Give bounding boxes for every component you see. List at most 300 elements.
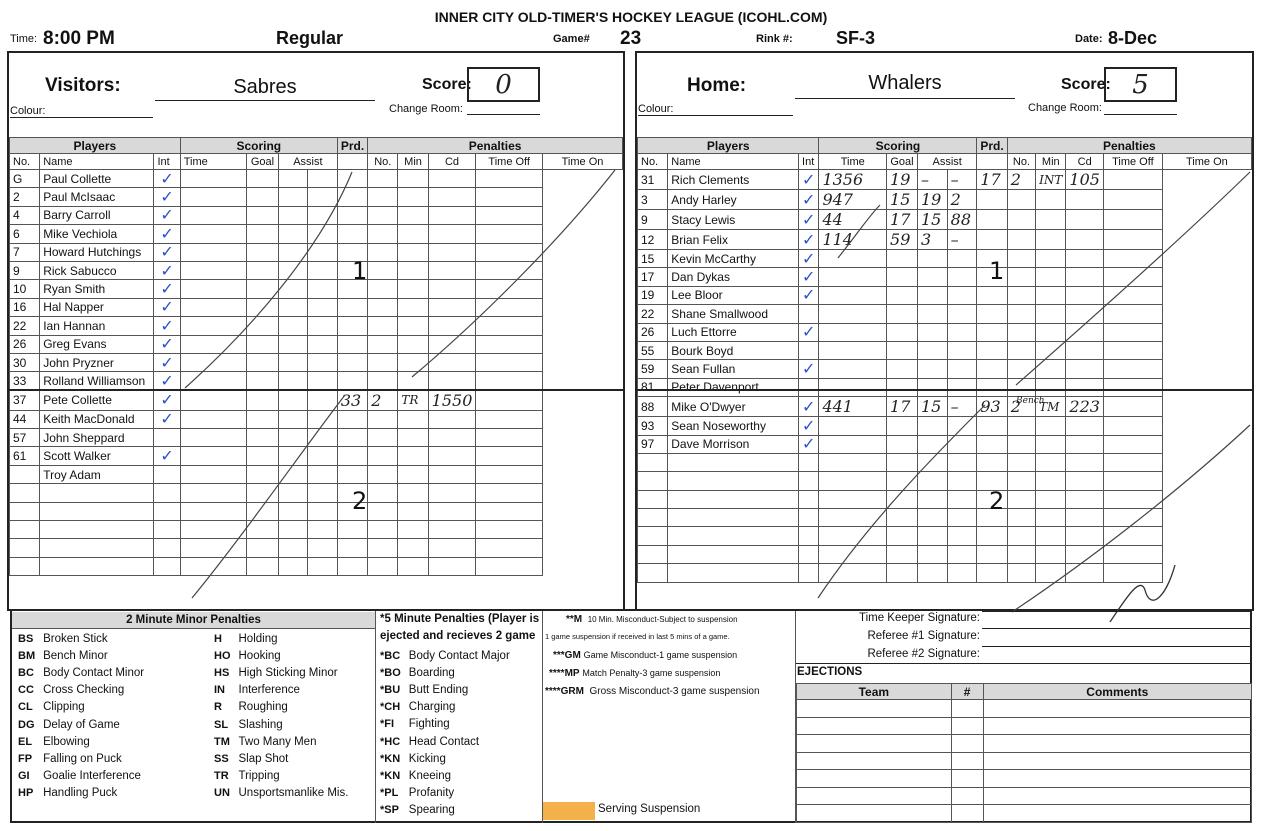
score-assist-1[interactable] xyxy=(278,465,308,483)
player-name[interactable] xyxy=(40,484,154,502)
score-assist-2[interactable] xyxy=(947,490,977,508)
score-goal[interactable] xyxy=(887,527,918,545)
penalty-minutes[interactable] xyxy=(1007,230,1035,250)
score-assist-1[interactable] xyxy=(917,378,947,396)
score-goal[interactable] xyxy=(887,472,918,490)
player-number[interactable]: 26 xyxy=(638,323,668,341)
score-assist-1[interactable] xyxy=(278,502,308,520)
score-assist-1[interactable] xyxy=(917,323,947,341)
player-number[interactable] xyxy=(10,539,40,557)
score-assist-2[interactable] xyxy=(947,360,977,378)
int-cell[interactable] xyxy=(799,323,819,341)
penalty-minutes[interactable] xyxy=(368,225,398,243)
score-time[interactable] xyxy=(819,417,887,435)
penalty-time-on[interactable] xyxy=(476,521,543,539)
penalty-number[interactable] xyxy=(337,410,367,428)
player-number[interactable]: 93 xyxy=(638,417,668,435)
score-goal[interactable] xyxy=(887,545,918,563)
penalty-number[interactable] xyxy=(977,210,1007,230)
score-assist-2[interactable] xyxy=(947,286,977,304)
int-cell[interactable] xyxy=(154,557,180,575)
player-number[interactable]: 57 xyxy=(10,429,40,447)
penalty-time-on[interactable] xyxy=(1103,490,1162,508)
score-goal[interactable] xyxy=(887,250,918,268)
penalty-time-on[interactable] xyxy=(476,372,543,390)
penalty-code[interactable] xyxy=(1036,341,1066,359)
penalty-time-off[interactable] xyxy=(1066,230,1104,250)
score-assist-1[interactable] xyxy=(278,410,308,428)
penalty-code[interactable] xyxy=(1036,230,1066,250)
score-assist-1[interactable] xyxy=(278,225,308,243)
penalty-code[interactable] xyxy=(398,317,428,335)
ejection-comment[interactable] xyxy=(983,752,1251,770)
score-goal[interactable] xyxy=(247,335,279,353)
score-assist-2[interactable] xyxy=(308,502,338,520)
score-assist-1[interactable]: 19 xyxy=(917,190,947,210)
ejection-comment[interactable] xyxy=(983,787,1251,805)
penalty-time-on[interactable] xyxy=(1103,417,1162,435)
int-cell[interactable] xyxy=(799,490,819,508)
score-assist-2[interactable] xyxy=(308,410,338,428)
score-goal[interactable] xyxy=(247,521,279,539)
ejection-number[interactable] xyxy=(951,735,983,753)
score-assist-1[interactable]: 3 xyxy=(917,230,947,250)
player-name[interactable]: Luch Ettorre xyxy=(668,323,799,341)
penalty-time-on[interactable] xyxy=(1103,509,1162,527)
penalty-minutes[interactable] xyxy=(368,206,398,224)
penalty-minutes[interactable] xyxy=(368,447,398,465)
score-time[interactable]: 947 xyxy=(819,190,887,210)
player-name[interactable] xyxy=(40,521,154,539)
int-cell[interactable] xyxy=(799,509,819,527)
score-goal[interactable]: 19 xyxy=(887,170,918,190)
penalty-minutes[interactable] xyxy=(1007,323,1035,341)
score-assist-1[interactable] xyxy=(278,243,308,261)
int-cell[interactable] xyxy=(799,170,819,190)
penalty-minutes[interactable]: 2 xyxy=(1007,397,1035,417)
penalty-minutes[interactable] xyxy=(368,280,398,298)
int-cell[interactable] xyxy=(154,390,180,410)
penalty-code[interactable] xyxy=(398,429,428,447)
score-assist-1[interactable] xyxy=(917,472,947,490)
score-assist-1[interactable] xyxy=(278,429,308,447)
ejection-number[interactable] xyxy=(951,700,983,718)
penalty-code[interactable]: TR xyxy=(398,390,428,410)
score-goal[interactable] xyxy=(247,484,279,502)
player-number[interactable]: 10 xyxy=(10,280,40,298)
int-cell[interactable] xyxy=(154,465,180,483)
score-time[interactable] xyxy=(819,453,887,471)
ejection-team[interactable] xyxy=(797,752,952,770)
penalty-code[interactable] xyxy=(398,261,428,279)
player-name[interactable] xyxy=(668,490,799,508)
penalty-time-off[interactable] xyxy=(428,353,476,371)
player-number[interactable] xyxy=(638,527,668,545)
score-assist-1[interactable] xyxy=(917,490,947,508)
penalty-number[interactable] xyxy=(337,206,367,224)
penalty-code[interactable] xyxy=(1036,472,1066,490)
score-time[interactable] xyxy=(180,280,246,298)
int-cell[interactable] xyxy=(799,341,819,359)
player-number[interactable]: 37 xyxy=(10,390,40,410)
int-cell[interactable] xyxy=(799,286,819,304)
score-goal[interactable] xyxy=(247,465,279,483)
score-time[interactable] xyxy=(819,323,887,341)
score-time[interactable] xyxy=(180,410,246,428)
player-number[interactable] xyxy=(10,521,40,539)
player-number[interactable] xyxy=(10,557,40,575)
penalty-code[interactable] xyxy=(1036,509,1066,527)
score-assist-1[interactable] xyxy=(278,521,308,539)
score-time[interactable] xyxy=(819,360,887,378)
player-number[interactable]: 44 xyxy=(10,410,40,428)
int-cell[interactable] xyxy=(154,206,180,224)
player-name[interactable]: Bourk Boyd xyxy=(668,341,799,359)
penalty-time-off[interactable]: 1550 xyxy=(428,390,476,410)
penalty-time-on[interactable] xyxy=(1103,286,1162,304)
int-cell[interactable] xyxy=(154,188,180,206)
int-cell[interactable] xyxy=(154,502,180,520)
player-number[interactable]: 16 xyxy=(10,298,40,316)
score-assist-1[interactable] xyxy=(917,286,947,304)
penalty-code[interactable] xyxy=(1036,545,1066,563)
score-goal[interactable] xyxy=(247,206,279,224)
penalty-code[interactable] xyxy=(1036,210,1066,230)
penalty-minutes[interactable] xyxy=(1007,453,1035,471)
penalty-code[interactable] xyxy=(398,206,428,224)
player-name[interactable]: Troy Adam xyxy=(40,465,154,483)
score-goal[interactable] xyxy=(247,410,279,428)
ejection-comment[interactable] xyxy=(983,735,1251,753)
penalty-time-off[interactable] xyxy=(1066,360,1104,378)
score-time[interactable] xyxy=(819,268,887,286)
score-time[interactable] xyxy=(180,447,246,465)
score-time[interactable] xyxy=(819,378,887,396)
penalty-time-on[interactable] xyxy=(1103,378,1162,396)
penalty-code[interactable]: INT xyxy=(1036,170,1066,190)
int-cell[interactable] xyxy=(799,527,819,545)
penalty-code[interactable] xyxy=(1036,360,1066,378)
visitors-score-box[interactable] xyxy=(467,67,540,102)
int-cell[interactable] xyxy=(799,360,819,378)
penalty-code[interactable]: TM xyxy=(1036,397,1066,417)
penalty-code[interactable] xyxy=(398,353,428,371)
score-assist-1[interactable]: 15 xyxy=(917,397,947,417)
player-name[interactable] xyxy=(40,502,154,520)
score-time[interactable] xyxy=(180,390,246,410)
penalty-time-off[interactable] xyxy=(1066,305,1104,323)
score-goal[interactable] xyxy=(887,509,918,527)
score-assist-2[interactable] xyxy=(308,280,338,298)
score-assist-2[interactable] xyxy=(947,305,977,323)
penalty-code[interactable] xyxy=(398,484,428,502)
player-number[interactable] xyxy=(638,509,668,527)
penalty-time-on[interactable] xyxy=(1103,268,1162,286)
penalty-minutes[interactable] xyxy=(368,539,398,557)
player-name[interactable]: Brian Felix xyxy=(668,230,799,250)
penalty-time-off[interactable] xyxy=(428,188,476,206)
penalty-code[interactable] xyxy=(398,447,428,465)
score-assist-2[interactable] xyxy=(947,564,977,582)
penalty-code[interactable] xyxy=(1036,453,1066,471)
penalty-time-on[interactable] xyxy=(476,429,543,447)
score-assist-1[interactable] xyxy=(278,353,308,371)
score-goal[interactable] xyxy=(887,564,918,582)
penalty-time-off[interactable] xyxy=(1066,250,1104,268)
player-number[interactable]: 33 xyxy=(10,372,40,390)
score-time[interactable] xyxy=(180,465,246,483)
penalty-time-on[interactable] xyxy=(476,317,543,335)
penalty-number[interactable] xyxy=(977,378,1007,396)
score-goal[interactable] xyxy=(247,170,279,188)
score-goal[interactable] xyxy=(247,280,279,298)
penalty-code[interactable] xyxy=(1036,305,1066,323)
penalty-time-off[interactable] xyxy=(428,243,476,261)
penalty-time-on[interactable] xyxy=(476,280,543,298)
score-goal[interactable] xyxy=(887,323,918,341)
player-number[interactable]: 7 xyxy=(10,243,40,261)
score-assist-2[interactable]: 2 xyxy=(947,190,977,210)
player-name[interactable]: Ian Hannan xyxy=(40,317,154,335)
penalty-time-off[interactable] xyxy=(428,465,476,483)
ejection-number[interactable] xyxy=(951,770,983,788)
penalty-minutes[interactable] xyxy=(368,170,398,188)
player-name[interactable]: Sean Fullan xyxy=(668,360,799,378)
penalty-time-off[interactable] xyxy=(428,261,476,279)
penalty-minutes[interactable] xyxy=(368,429,398,447)
penalty-time-off[interactable] xyxy=(1066,268,1104,286)
penalty-minutes[interactable] xyxy=(368,465,398,483)
score-assist-2[interactable] xyxy=(947,378,977,396)
score-time[interactable] xyxy=(819,250,887,268)
player-number[interactable] xyxy=(638,564,668,582)
penalty-time-off[interactable] xyxy=(1066,210,1104,230)
score-goal[interactable] xyxy=(887,268,918,286)
penalty-time-off[interactable] xyxy=(1066,435,1104,453)
penalty-code[interactable] xyxy=(1036,286,1066,304)
int-cell[interactable] xyxy=(154,410,180,428)
penalty-minutes[interactable] xyxy=(368,502,398,520)
int-cell[interactable] xyxy=(799,545,819,563)
score-assist-2[interactable] xyxy=(308,429,338,447)
penalty-minutes[interactable] xyxy=(368,484,398,502)
player-name[interactable]: Rick Sabucco xyxy=(40,261,154,279)
score-assist-2[interactable] xyxy=(947,527,977,545)
player-number[interactable]: 4 xyxy=(10,206,40,224)
score-assist-2[interactable] xyxy=(308,390,338,410)
penalty-time-off[interactable] xyxy=(428,539,476,557)
penalty-minutes[interactable] xyxy=(1007,286,1035,304)
penalty-time-on[interactable] xyxy=(476,410,543,428)
score-assist-2[interactable] xyxy=(308,317,338,335)
penalty-number[interactable] xyxy=(977,305,1007,323)
player-name[interactable]: Rich Clements xyxy=(668,170,799,190)
score-time[interactable] xyxy=(180,372,246,390)
player-name[interactable]: Scott Walker xyxy=(40,447,154,465)
score-time[interactable] xyxy=(180,243,246,261)
penalty-time-off[interactable] xyxy=(1066,286,1104,304)
ejection-number[interactable] xyxy=(951,805,983,823)
player-number[interactable] xyxy=(10,465,40,483)
ejection-comment[interactable] xyxy=(983,717,1251,735)
player-name[interactable]: Hal Napper xyxy=(40,298,154,316)
score-assist-2[interactable] xyxy=(308,206,338,224)
penalty-time-on[interactable] xyxy=(1103,230,1162,250)
score-time[interactable] xyxy=(819,490,887,508)
score-assist-1[interactable] xyxy=(917,305,947,323)
score-assist-2[interactable] xyxy=(308,465,338,483)
int-cell[interactable] xyxy=(799,472,819,490)
score-goal[interactable] xyxy=(247,353,279,371)
score-time[interactable] xyxy=(819,545,887,563)
int-cell[interactable] xyxy=(799,378,819,396)
score-goal[interactable] xyxy=(247,317,279,335)
penalty-time-off[interactable] xyxy=(1066,490,1104,508)
penalty-number[interactable] xyxy=(337,317,367,335)
penalty-time-on[interactable] xyxy=(1103,435,1162,453)
penalty-number[interactable] xyxy=(337,170,367,188)
referee2-sign-line[interactable] xyxy=(982,646,1250,647)
player-number[interactable]: 30 xyxy=(10,353,40,371)
penalty-number[interactable] xyxy=(977,453,1007,471)
int-cell[interactable] xyxy=(154,353,180,371)
score-goal[interactable]: 17 xyxy=(887,397,918,417)
score-goal[interactable] xyxy=(247,447,279,465)
ejection-comment[interactable] xyxy=(983,805,1251,823)
player-number[interactable]: 26 xyxy=(10,335,40,353)
score-assist-2[interactable] xyxy=(308,484,338,502)
penalty-number[interactable] xyxy=(977,323,1007,341)
penalty-number[interactable]: 93 xyxy=(977,397,1007,417)
player-number[interactable] xyxy=(638,490,668,508)
player-name[interactable]: Lee Bloor xyxy=(668,286,799,304)
penalty-time-on[interactable] xyxy=(1103,360,1162,378)
penalty-time-on[interactable] xyxy=(1103,323,1162,341)
player-number[interactable] xyxy=(638,472,668,490)
penalty-code[interactable] xyxy=(398,298,428,316)
score-goal[interactable] xyxy=(247,261,279,279)
referee1-sign-line[interactable] xyxy=(982,628,1250,629)
penalty-number[interactable] xyxy=(337,225,367,243)
penalty-minutes[interactable] xyxy=(368,188,398,206)
penalty-time-on[interactable] xyxy=(476,557,543,575)
player-number[interactable]: 88 xyxy=(638,397,668,417)
penalty-minutes[interactable] xyxy=(368,410,398,428)
penalty-time-on[interactable] xyxy=(476,447,543,465)
score-goal[interactable] xyxy=(247,502,279,520)
int-cell[interactable] xyxy=(154,225,180,243)
penalty-minutes[interactable] xyxy=(1007,378,1035,396)
player-name[interactable]: Dave Morrison xyxy=(668,435,799,453)
penalty-minutes[interactable] xyxy=(1007,527,1035,545)
penalty-minutes[interactable] xyxy=(368,335,398,353)
score-goal[interactable] xyxy=(887,435,918,453)
penalty-time-on[interactable] xyxy=(1103,305,1162,323)
penalty-code[interactable] xyxy=(1036,527,1066,545)
score-goal[interactable] xyxy=(887,490,918,508)
score-assist-1[interactable] xyxy=(278,298,308,316)
penalty-number[interactable] xyxy=(977,545,1007,563)
penalty-time-on[interactable] xyxy=(1103,170,1162,190)
score-assist-1[interactable]: 15 xyxy=(917,210,947,230)
player-name[interactable]: Howard Hutchings xyxy=(40,243,154,261)
ejection-comment[interactable] xyxy=(983,700,1251,718)
int-cell[interactable] xyxy=(799,210,819,230)
penalty-code[interactable] xyxy=(398,521,428,539)
penalty-number[interactable] xyxy=(977,417,1007,435)
int-cell[interactable] xyxy=(799,564,819,582)
penalty-time-off[interactable] xyxy=(428,484,476,502)
penalty-number[interactable] xyxy=(977,190,1007,210)
penalty-minutes[interactable] xyxy=(1007,417,1035,435)
penalty-minutes[interactable] xyxy=(1007,509,1035,527)
player-name[interactable]: Stacy Lewis xyxy=(668,210,799,230)
penalty-time-on[interactable] xyxy=(476,465,543,483)
player-number[interactable]: 12 xyxy=(638,230,668,250)
ejection-comment[interactable] xyxy=(983,770,1251,788)
score-time[interactable] xyxy=(180,261,246,279)
penalty-time-off[interactable] xyxy=(1066,509,1104,527)
int-cell[interactable] xyxy=(799,397,819,417)
penalty-time-on[interactable] xyxy=(1103,564,1162,582)
player-name[interactable]: Mike Vechiola xyxy=(40,225,154,243)
penalty-minutes[interactable] xyxy=(368,557,398,575)
penalty-time-on[interactable] xyxy=(476,335,543,353)
penalty-number[interactable] xyxy=(977,564,1007,582)
penalty-number[interactable] xyxy=(337,557,367,575)
penalty-time-on[interactable] xyxy=(1103,397,1162,417)
penalty-time-on[interactable] xyxy=(476,353,543,371)
penalty-time-off[interactable] xyxy=(428,429,476,447)
penalty-time-on[interactable] xyxy=(476,206,543,224)
player-number[interactable]: 9 xyxy=(638,210,668,230)
penalty-code[interactable] xyxy=(398,557,428,575)
penalty-time-on[interactable] xyxy=(1103,210,1162,230)
score-goal[interactable] xyxy=(247,298,279,316)
score-goal[interactable] xyxy=(887,305,918,323)
score-assist-1[interactable] xyxy=(917,564,947,582)
player-number[interactable]: 55 xyxy=(638,341,668,359)
score-assist-1[interactable] xyxy=(278,261,308,279)
penalty-number[interactable] xyxy=(977,527,1007,545)
player-name[interactable]: Dan Dykas xyxy=(668,268,799,286)
score-assist-1[interactable] xyxy=(917,453,947,471)
int-cell[interactable] xyxy=(154,261,180,279)
player-name[interactable]: Andy Harley xyxy=(668,190,799,210)
score-time[interactable] xyxy=(180,317,246,335)
ejection-team[interactable] xyxy=(797,805,952,823)
penalty-number[interactable] xyxy=(977,341,1007,359)
penalty-time-on[interactable] xyxy=(476,243,543,261)
score-assist-2[interactable]: 88 xyxy=(947,210,977,230)
penalty-time-on[interactable] xyxy=(476,298,543,316)
penalty-code[interactable] xyxy=(398,539,428,557)
penalty-number[interactable] xyxy=(337,521,367,539)
player-number[interactable] xyxy=(638,453,668,471)
score-assist-2[interactable] xyxy=(308,447,338,465)
score-assist-2[interactable] xyxy=(947,472,977,490)
penalty-minutes[interactable] xyxy=(368,243,398,261)
penalty-time-on[interactable] xyxy=(1103,250,1162,268)
score-assist-2[interactable] xyxy=(308,353,338,371)
int-cell[interactable] xyxy=(799,435,819,453)
penalty-time-off[interactable] xyxy=(1066,527,1104,545)
penalty-time-on[interactable] xyxy=(1103,472,1162,490)
penalty-time-off[interactable] xyxy=(1066,190,1104,210)
player-name[interactable]: Peter Davenport xyxy=(668,378,799,396)
penalty-minutes[interactable]: 2 xyxy=(1007,170,1035,190)
score-assist-1[interactable] xyxy=(278,206,308,224)
